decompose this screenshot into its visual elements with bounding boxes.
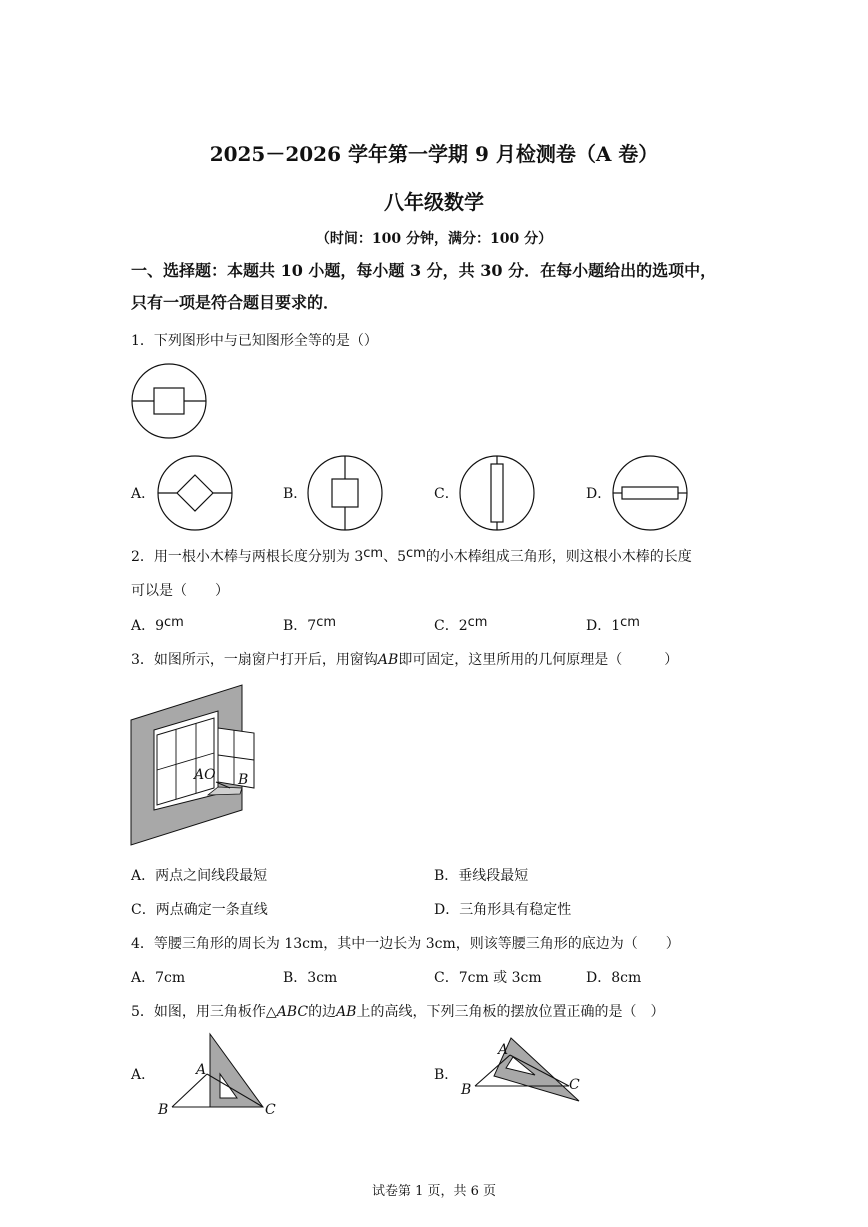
q2-option-c <box>434 615 487 635</box>
exam-title: 2025－2026 学年第一学期 9 月检测卷（A 卷） <box>209 142 659 166</box>
question-4-stem: 4．等腰三角形的周长为 13cm，其中一边长为 3cm，则该等腰三角形的底边为（ ） <box>131 936 680 952</box>
q1-option-a-figure <box>157 455 233 531</box>
section-heading-line2: 只有一项是符合题目要求的． <box>131 293 340 312</box>
q2-option-a-unit: cm <box>164 615 184 630</box>
q3-option-c: C．两点确定一条直线 <box>131 902 268 918</box>
q3-option-a: A．两点之间线段最短 <box>131 868 268 884</box>
q2-option-a-text: A．9 <box>131 618 165 634</box>
q5a-label-b: B <box>158 1102 169 1118</box>
q5a-label-a: A <box>196 1062 207 1078</box>
q5-stem-part-c: 上的高线，下列三角板的摆放位置正确的是（ ） <box>356 1004 665 1020</box>
question-2-stem-line2: 可以是（ ） <box>131 583 229 599</box>
q3-window-figure <box>130 684 260 846</box>
q2-stem-part-c: 的小木棒组成三角形，则这根小木棒的长度 <box>425 549 692 565</box>
question-1-stem: 1．下列图形中与已知图形全等的是（） <box>131 333 378 349</box>
q1-option-a-label: A． <box>131 486 156 502</box>
exam-time-info: （时间：100 分钟，满分：100 分） <box>315 231 553 247</box>
question-2-stem <box>131 546 692 566</box>
q5-option-a-figure <box>155 1030 285 1120</box>
exam-subject: 八年级数学 <box>384 190 484 214</box>
q5-ab: AB <box>336 1004 357 1020</box>
q5b-label-a: A <box>498 1042 509 1058</box>
q5-stem-part-a: 5．如图，用三角板作△ <box>131 1004 277 1020</box>
q1-option-d-label: D． <box>586 486 612 502</box>
q2-option-c-text: C．2 <box>434 618 468 634</box>
q4-option-a: A．7cm <box>131 970 186 986</box>
q2-stem-part-a: 2．用一根小木棒与两根长度分别为 3 <box>131 549 364 565</box>
q3-stem-part-a: 3．如图所示，一扇窗户打开后，用窗钩 <box>131 652 378 668</box>
q2-option-d-text: D．1 <box>586 618 621 634</box>
q2-stem-part-b: 、5 <box>383 549 406 565</box>
q3-ab: AB <box>377 652 399 668</box>
q1-option-c-figure <box>459 455 535 531</box>
q2-option-b-unit: cm <box>316 615 337 630</box>
q1-option-c-label: C． <box>434 486 459 502</box>
question-3-stem <box>131 649 678 669</box>
q2-unit-2: cm <box>406 546 426 561</box>
q1-option-d-figure <box>612 455 688 531</box>
section-heading-line1: 一、选择题：本题共 10 小题，每小题 3 分，共 30 分．在每小题给出的选项中， <box>131 261 717 280</box>
q5-option-a-label: A． <box>131 1067 156 1083</box>
q5-option-b-label: B． <box>434 1067 459 1083</box>
q3-stem-part-b: 即可固定，这里所用的几何原理是（ ） <box>398 652 679 668</box>
q1-given-figure <box>131 363 207 439</box>
q2-option-c-unit: cm <box>467 615 488 630</box>
q5b-label-c: C <box>569 1077 580 1093</box>
q5-abc: ABC <box>276 1004 309 1020</box>
q5-stem-part-b: 的边 <box>308 1004 337 1020</box>
q4-option-c: C．7cm 或 3cm <box>434 970 542 986</box>
q2-unit-1: cm <box>363 546 384 561</box>
q3-label-b: B <box>238 772 249 788</box>
q2-option-d-unit: cm <box>620 615 640 630</box>
q3-option-b: B．垂线段最短 <box>434 868 529 884</box>
q2-option-b-text: B．7 <box>283 618 317 634</box>
q2-option-a <box>131 615 184 635</box>
q5-option-b-figure <box>458 1035 588 1105</box>
q3-label-ao: AO <box>194 767 216 783</box>
q5a-label-c: C <box>265 1102 276 1118</box>
page-footer: 试卷第 1 页，共 6 页 <box>371 1184 497 1199</box>
q1-option-b-label: B． <box>283 486 308 502</box>
q2-option-d <box>586 615 640 635</box>
q4-option-d: D．8cm <box>586 970 642 986</box>
q4-option-b: B．3cm <box>283 970 338 986</box>
question-5-stem <box>131 1001 664 1021</box>
q1-option-b-figure <box>307 455 383 531</box>
q5b-label-b: B <box>461 1082 472 1098</box>
q2-option-b <box>283 615 336 635</box>
q3-option-d: D．三角形具有稳定性 <box>434 902 572 918</box>
